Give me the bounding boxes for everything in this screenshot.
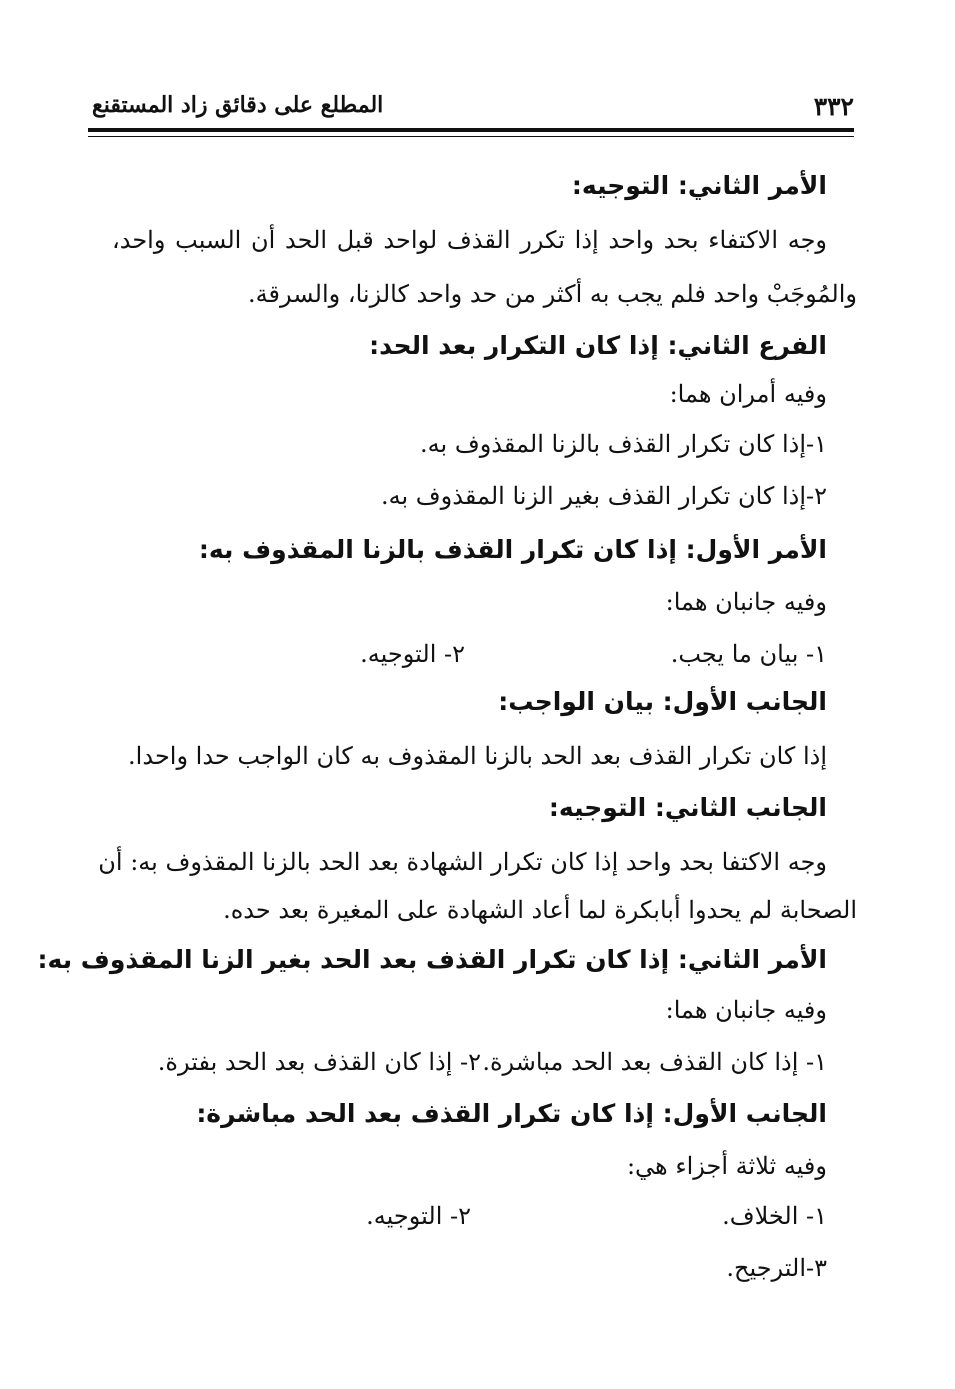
heading-second-branch: الفرع الثاني: إذا كان التكرار بعد الحد:: [369, 331, 827, 360]
paragraph-line: وفيه أمران هما:: [669, 380, 827, 408]
list-item: ٢- التوجيه.: [360, 640, 465, 668]
paragraph-line: وفيه ثلاثة أجزاء هي:: [626, 1152, 827, 1180]
heading-first-side: الجانب الأول: بيان الواجب:: [498, 687, 827, 716]
list-item: ٢-إذا كان تكرار القذف بغير الزنا المقذوف به.: [380, 482, 827, 510]
heading-second-matter-directive: الأمر الثاني: التوجيه:: [571, 171, 827, 200]
heading-first-matter: الأمر الأول: إذا كان تكرار القذف بالزنا المقذوف به:: [198, 535, 827, 564]
page-header: [88, 92, 854, 128]
page-number: ٣٣٢: [813, 92, 854, 121]
paragraph-line: والمُوجَبْ واحد فلم يجب به أكثر من حد واحد كالزنا، والسرقة.: [248, 280, 857, 308]
heading-second-side: الجانب الثاني: التوجيه:: [548, 793, 827, 822]
header-rule-thick: [88, 128, 854, 132]
list-item: ١- بيان ما يجب.: [670, 640, 827, 668]
paragraph-line: وفيه جانبان هما:: [665, 996, 827, 1024]
heading-second-matter: الأمر الثاني: إذا كان تكرار القذف بعد الحد بغير الزنا المقذوف به:: [37, 945, 827, 974]
list-item: ١-إذا كان تكرار القذف بالزنا المقذوف به.: [420, 430, 827, 458]
paragraph-line: الصحابة لم يحدوا أبابكرة لما أعاد الشهادة على المغيرة بعد حده.: [223, 896, 857, 924]
list-item: ١- إذا كان القذف بعد الحد مباشرة.: [482, 1048, 827, 1076]
paragraph-line: وجه الاكتفاء بحد واحد إذا تكرر القذف لواحد قبل الحد أن السبب واحد،: [112, 226, 827, 254]
paragraph-line: إذا كان تكرار القذف بعد الحد بالزنا المقذوف به كان الواجب حدا واحدا.: [128, 742, 827, 770]
running-title: المطلع على دقائق زاد المستقنع: [92, 92, 384, 118]
paragraph-line: وجه الاكتفا بحد واحد إذا كان تكرار الشهادة بعد الحد بالزنا المقذوف به: أن: [98, 848, 827, 876]
list-item: ٢- التوجيه.: [366, 1202, 471, 1230]
list-item: ٣-الترجيح.: [726, 1254, 827, 1282]
list-item: ١- الخلاف.: [722, 1202, 827, 1230]
paragraph-line: وفيه جانبان هما:: [665, 588, 827, 616]
header-rule-thin: [88, 136, 854, 137]
list-item: ٢- إذا كان القذف بعد الحد بفترة.: [157, 1048, 481, 1076]
heading-first-side-immediate: الجانب الأول: إذا كان تكرار القذف بعد الحد مباشرة:: [196, 1099, 827, 1128]
